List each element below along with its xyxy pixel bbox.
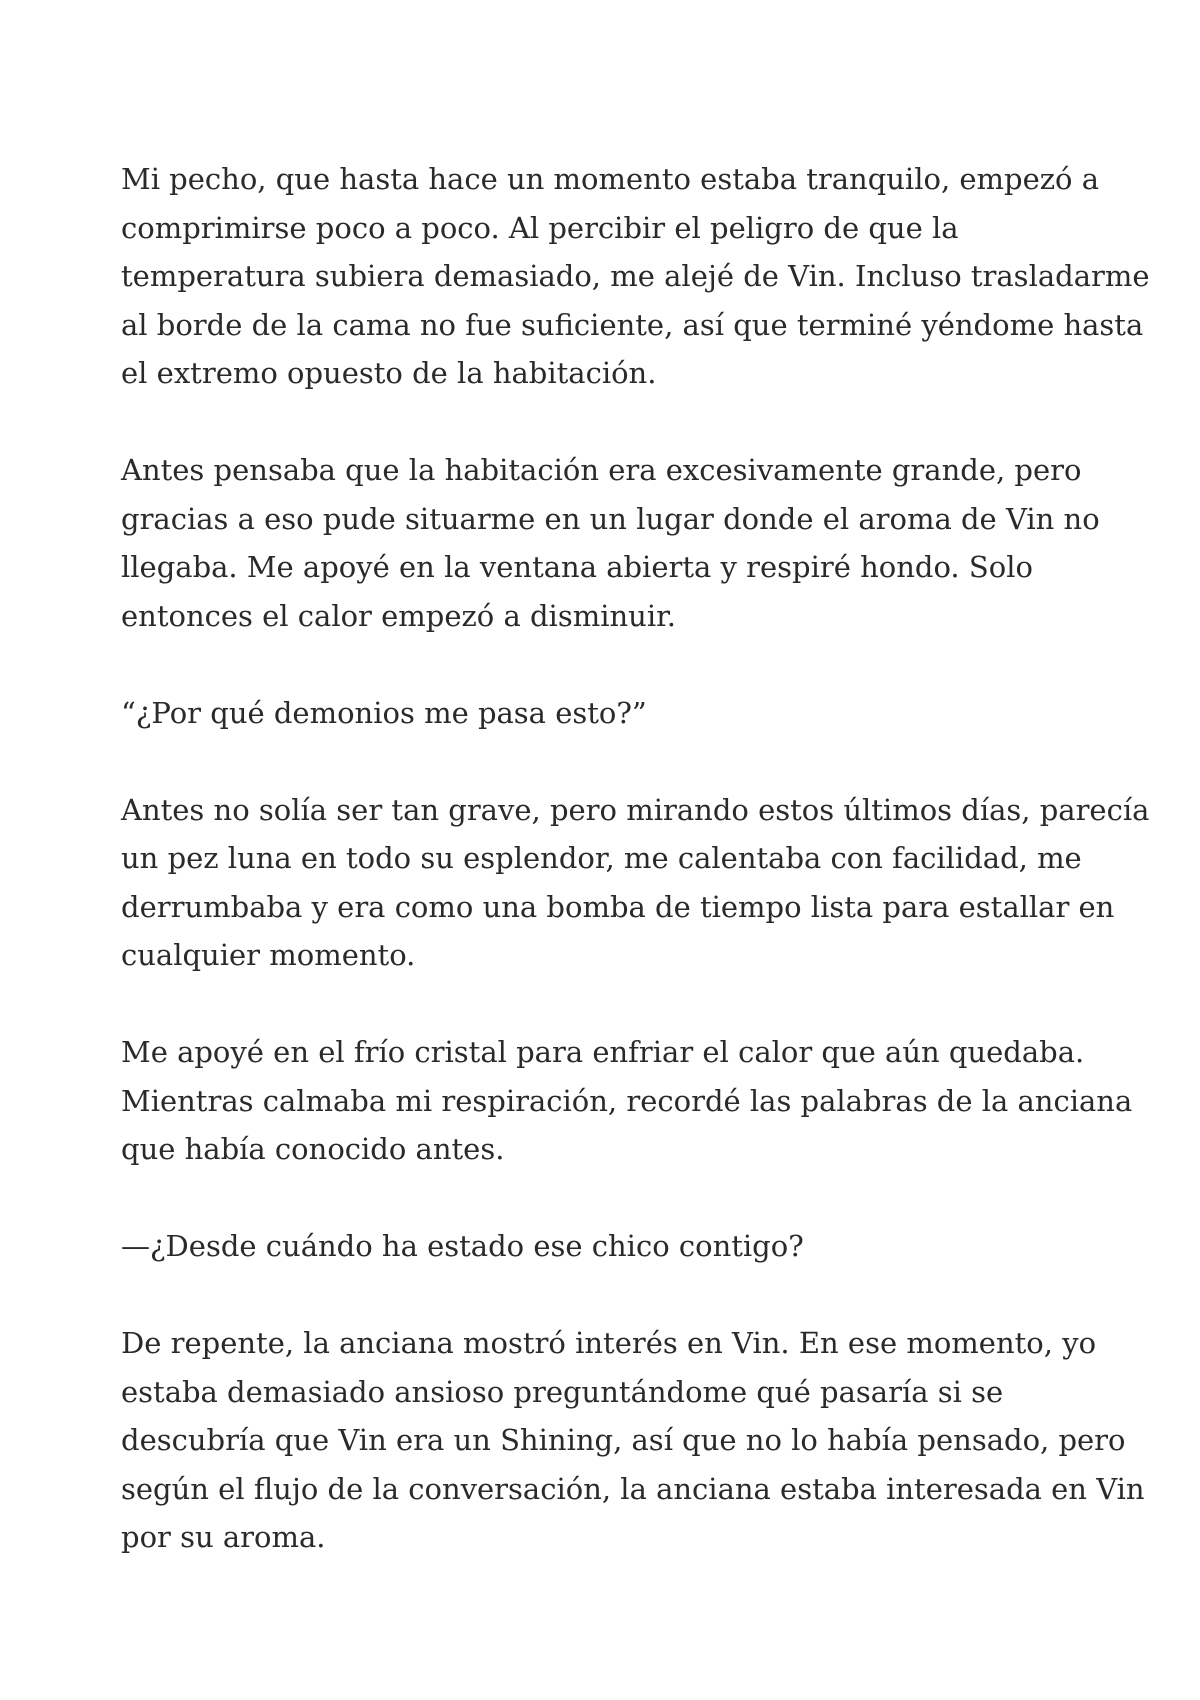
- text-line: Mientras calmaba mi respiración, recordé las palabras de la anciana: [121, 1083, 1133, 1118]
- text-line: descubría que Vin era un Shining, así que no lo había pensado, pero: [121, 1423, 1126, 1457]
- text-line: estaba demasiado ansioso preguntándome qué pasaría si se: [121, 1374, 1004, 1409]
- text-line: llegaba. Me apoyé en la ventana abierta y respiré hondo. Solo: [121, 550, 1033, 584]
- text-line: De repente, la anciana mostró interés en Vin. En ese momento, yo: [121, 1326, 1097, 1360]
- text-line: cualquier momento.: [121, 938, 416, 972]
- text-line: Mi pecho, que hasta hace un momento estaba tranquilo, empezó a: [121, 162, 1100, 196]
- text-line: entonces el calor empezó a disminuir.: [121, 598, 677, 633]
- text-line: según el flujo de la conversación, la anciana estaba interesada en Vin: [121, 1471, 1145, 1506]
- text-line: que había conocido antes.: [121, 1132, 505, 1166]
- paragraph-2: [121, 446, 1101, 640]
- paragraph-6-dialogue: [121, 1222, 1101, 1271]
- body-text: [121, 155, 1150, 1562]
- paragraph-7: [121, 1319, 1145, 1562]
- text-line: “¿Por qué demonios me pasa esto?”: [121, 695, 647, 730]
- text-line: el extremo opuesto de la habitación.: [121, 356, 657, 390]
- text-line: Antes no solía ser tan grave, pero mirando estos últimos días, parecía: [121, 792, 1150, 827]
- text-line: por su aroma.: [121, 1520, 326, 1554]
- text-line: al borde de la cama no fue suficiente, así que terminé yéndome hasta: [121, 307, 1144, 342]
- text-line: comprimirse poco a poco. Al percibir el peligro de que la: [121, 210, 959, 245]
- text-line: Me apoyé en el frío cristal para enfriar el calor que aún quedaba.: [121, 1035, 1085, 1069]
- paragraph-5: [121, 1028, 1133, 1174]
- text-line: Antes pensaba que la habitación era excesivamente grande, pero: [121, 453, 1082, 487]
- paragraph-4: [121, 786, 1150, 980]
- text-line: temperatura subiera demasiado, me alejé de Vin. Incluso trasladarme: [121, 259, 1150, 293]
- paragraph-3-dialogue: [121, 689, 1101, 738]
- text-line: un pez luna en todo su esplendor, me calentaba con facilidad, me: [121, 841, 1082, 875]
- text-line: derrumbaba y era como una bomba de tiempo lista para estallar en: [121, 889, 1115, 924]
- text-line: —¿Desde cuándo ha estado ese chico contigo?: [121, 1229, 804, 1263]
- paragraph-1: [121, 155, 1150, 398]
- text-line: gracias a eso pude situarme en un lugar donde el aroma de Vin no: [121, 501, 1100, 536]
